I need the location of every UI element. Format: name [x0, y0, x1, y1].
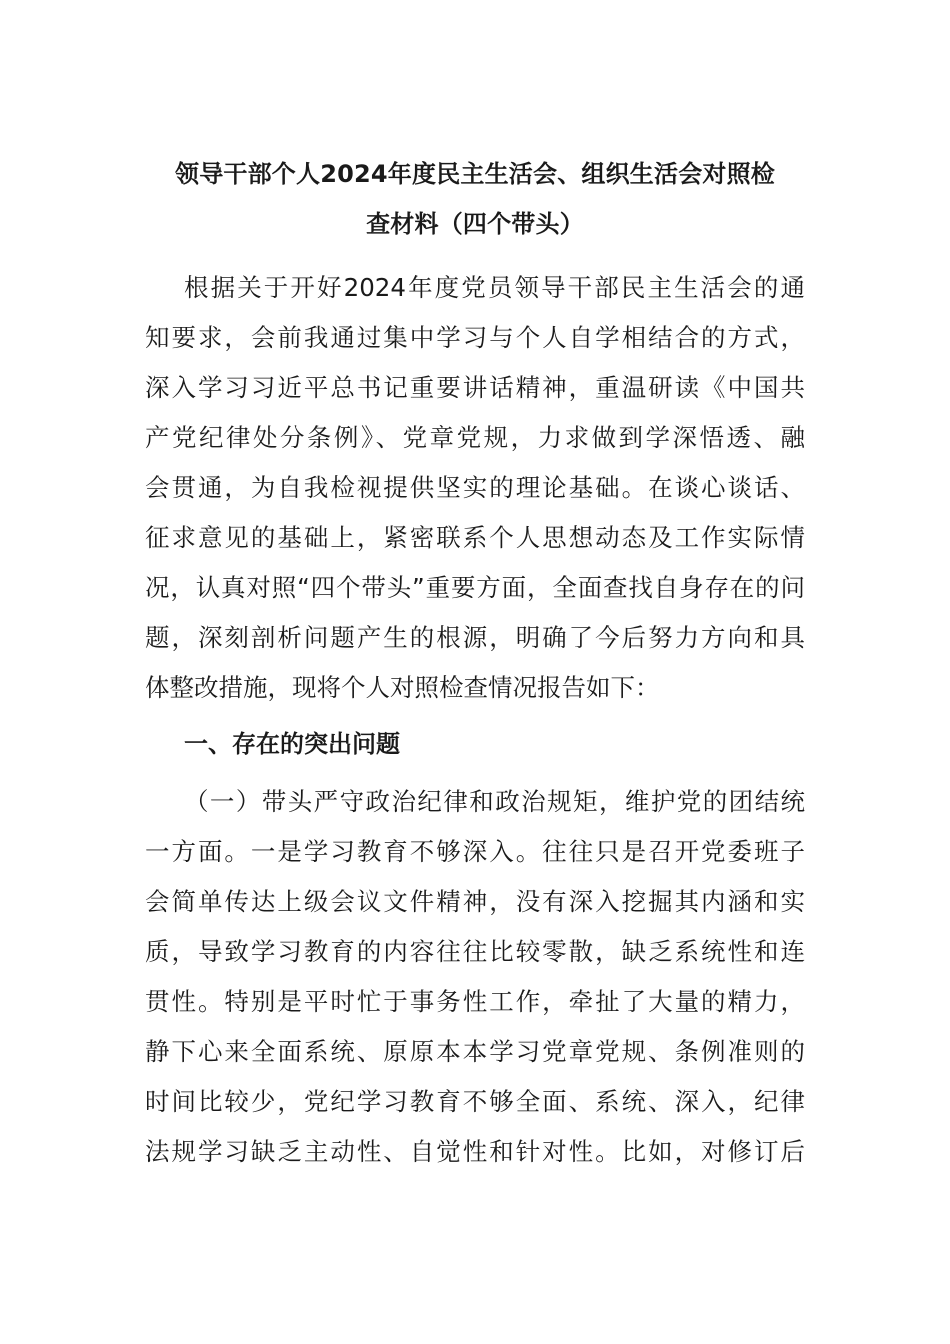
intro-paragraph-line: 体整改措施，现将个人对照检查情况报告如下：: [145, 673, 660, 702]
body-paragraph-line: 质，导致学习教育的内容往往比较零散，缺乏系统性和连: [145, 937, 805, 966]
body-paragraph-line: 贯性。特别是平时忙于事务性工作，牵扯了大量的精力，: [145, 987, 805, 1016]
body-paragraph-line: （一）带头严守政治纪律和政治规矩，维护党的团结统: [184, 787, 805, 816]
body-paragraph-line: 会简单传达上级会议文件精神，没有深入挖掘其内涵和实: [145, 887, 805, 916]
intro-paragraph-line: 根据关于开好2024年度党员领导干部民主生活会的通: [184, 273, 805, 302]
document-title-line-2: 查材料（四个带头）: [366, 210, 584, 238]
body-paragraph-line: 法规学习缺乏主动性、自觉性和针对性。比如，对修订后: [145, 1137, 805, 1166]
body-paragraph-line: 时间比较少，党纪学习教育不够全面、系统、深入，纪律: [145, 1087, 805, 1116]
document-title-line-1: 领导干部个人2024年度民主生活会、组织生活会对照检: [175, 160, 775, 188]
section-heading: 一、存在的突出问题: [184, 730, 400, 758]
intro-paragraph-line: 知要求，会前我通过集中学习与个人自学相结合的方式，: [145, 323, 805, 352]
body-paragraph-line: 一方面。一是学习教育不够深入。往往只是召开党委班子: [145, 837, 805, 866]
intro-paragraph-line: 征求意见的基础上，紧密联系个人思想动态及工作实际情: [145, 523, 805, 552]
intro-paragraph-line: 产党纪律处分条例》、党章党规，力求做到学深悟透、融: [145, 423, 805, 452]
intro-paragraph-line: 题，深刻剖析问题产生的根源，明确了今后努力方向和具: [145, 623, 805, 652]
body-paragraph-line: 静下心来全面系统、原原本本学习党章党规、条例准则的: [145, 1037, 805, 1066]
intro-paragraph-line: 深入学习习近平总书记重要讲话精神，重温研读《中国共: [145, 373, 805, 402]
intro-paragraph-line: 况，认真对照“四个带头”重要方面，全面查找自身存在的问: [145, 573, 805, 602]
intro-paragraph-line: 会贯通，为自我检视提供坚实的理论基础。在谈心谈话、: [145, 473, 805, 502]
